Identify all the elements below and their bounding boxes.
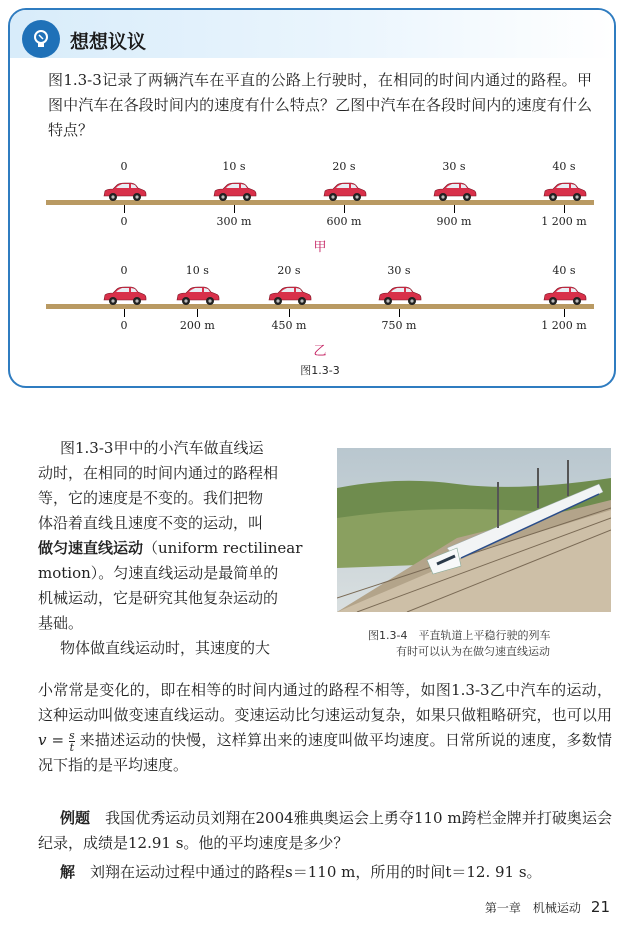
time-label: 0 (120, 264, 128, 277)
car-icon (101, 182, 147, 202)
distance-label: 1 200 m (541, 319, 587, 332)
page-number: 21 (590, 898, 610, 916)
distance-label: 200 m (179, 319, 215, 332)
page-footer (485, 898, 610, 916)
time-label: 20 s (332, 160, 356, 173)
figure-jia-track (46, 160, 594, 232)
distance-tick (124, 309, 125, 317)
photo-caption (368, 628, 618, 660)
time-label: 30 s (442, 160, 466, 173)
train-photo (337, 448, 611, 612)
p2-first-line: 物体做直线运动时，其速度的大 (60, 639, 271, 657)
time-label: 40 s (552, 160, 576, 173)
p2-text-end: 来描述运动的快慢，这样算出来的速度叫做平均速度。日常所说的速度，多数情况下指的是平均速度。 (38, 731, 612, 774)
distance-tick (124, 205, 125, 213)
time-label: 30 s (387, 264, 411, 277)
solution-text: 刘翔在运动过程中通过的路程s＝110 m，所用的时间t＝12. 91 s。 (90, 863, 542, 881)
car-icon (541, 286, 587, 306)
paragraph-variable-motion (38, 678, 612, 778)
car-icon (101, 286, 147, 306)
p1-line: 体沿着直线且速度不变的运动，叫 (38, 514, 264, 532)
paragraph-uniform-motion (38, 436, 334, 661)
p1-line: 基础。 (38, 614, 84, 632)
time-label: 0 (120, 160, 128, 173)
solution (38, 860, 612, 885)
photo-caption-line1: 图1.3-4 平直轨道上平稳行驶的列车 (368, 629, 551, 642)
car-icon (321, 182, 367, 202)
p1-line: 动时，在相同的时间内通过的路程相 (38, 464, 279, 482)
lightbulb-icon (22, 20, 60, 58)
distance-tick (234, 205, 235, 213)
distance-tick (344, 205, 345, 213)
car-icon (376, 286, 422, 306)
distance-label: 300 m (216, 215, 252, 228)
term-uniform-linear-motion: 做匀速直线运动 (38, 539, 144, 557)
example (38, 806, 612, 856)
example-text: 我国优秀运动员刘翔在2004雅典奥运会上勇夺110 m跨栏金牌并打破奥运会纪录，成绩是12.91 s。他的平均速度是多少？ (38, 809, 612, 852)
distance-label: 1 200 m (541, 215, 587, 228)
term-english: （uniform rectilinear (143, 539, 303, 557)
distance-tick (564, 309, 565, 317)
time-label: 10 s (185, 264, 209, 277)
discussion-text: 图1.3-3记录了两辆汽车在平直的公路上行驶时，在相同的时间内通过的路程。甲图中汽车在各段时间内的速度有什么特点？乙图中汽车在各段时间内的速度有什么特点？ (48, 71, 592, 139)
distance-label: 750 m (381, 319, 417, 332)
p1-line-term (38, 536, 334, 561)
distance-label: 0 (120, 319, 128, 332)
average-speed-formula: v = $\frac{s}{t}$ (38, 728, 75, 754)
distance-tick (399, 309, 400, 317)
distance-tick (289, 309, 290, 317)
figure-caption: 图1.3-3 (300, 364, 340, 377)
distance-label: 0 (120, 215, 128, 228)
distance-tick (197, 309, 198, 317)
p2-text: 小常常是变化的，即在相等的时间内通过的路程不相等，如图1.3-3乙中汽车的运动，这种运动叫做变速直线运动。变速运动比匀速运动复杂，如果只做粗略研究，也可以用 (38, 681, 612, 724)
figure-yi-label: 乙 (313, 344, 327, 359)
distance-tick (564, 205, 565, 213)
car-icon (541, 182, 587, 202)
time-label: 10 s (222, 160, 246, 173)
p1-line: 等，它的速度是不变的。我们把物 (38, 489, 264, 507)
figure-jia-label: 甲 (313, 240, 327, 255)
car-icon (266, 286, 312, 306)
solution-label: 解 (60, 863, 76, 881)
distance-label: 450 m (271, 319, 307, 332)
example-label: 例题 (60, 809, 91, 827)
photo-caption-line2: 有时可以认为在做匀速直线运动 (396, 645, 550, 658)
time-label: 20 s (277, 264, 301, 277)
p1-line: motion）。匀速直线运动是最简单的 (38, 564, 279, 582)
distance-label: 900 m (436, 215, 472, 228)
car-icon (431, 182, 477, 202)
distance-label: 600 m (326, 215, 362, 228)
discussion-header (10, 10, 614, 58)
distance-tick (454, 205, 455, 213)
car-icon (174, 286, 220, 306)
discussion-title: 想想议议 (70, 31, 147, 53)
chapter-title: 第一章 机械运动 (484, 901, 581, 915)
figure-yi-track (46, 264, 594, 336)
p1-line: 机械运动，它是研究其他复杂运动的 (38, 589, 279, 607)
time-label: 40 s (552, 264, 576, 277)
p1-line: 图1.3-3甲中的小汽车做直线运 (60, 439, 264, 457)
car-icon (211, 182, 257, 202)
